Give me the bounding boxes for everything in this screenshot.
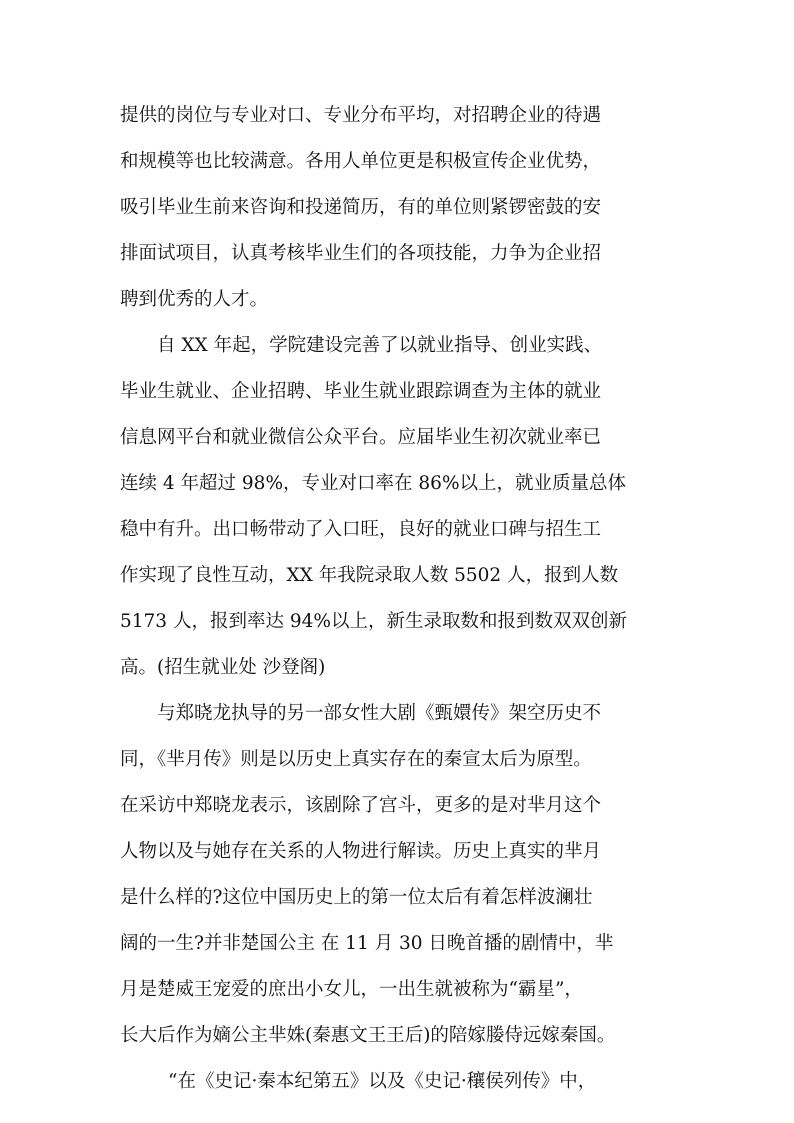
text-line: 稳中有升。出口畅带动了入口旺，良好的就业口碑与招生工 xyxy=(120,519,602,540)
text-line: 阔的一生?并非楚国公主 在 11 月 30 日晚首播的剧情中，芈 xyxy=(120,933,614,954)
text-line: 是什么样的?这位中国历史上的第一位太后有着怎样波澜壮 xyxy=(120,887,593,908)
text-line: 连续 4 年超过 98%，专业对口率在 86%以上，就业质量总体 xyxy=(120,473,627,494)
text-line: 聘到优秀的人才。 xyxy=(120,289,269,310)
text-line: 在采访中郑晓龙表示，该剧除了宫斗，更多的是对芈月这个 xyxy=(120,795,602,816)
text-line: 人物以及与她存在关系的人物进行解读。历史上真实的芈月 xyxy=(120,841,602,862)
text-line: 高。(招生就业处 沙登阁) xyxy=(120,657,326,678)
paragraph-start-line: “在《史记·秦本纪第五》以及《史记·穰侯列传》中， xyxy=(168,1071,597,1092)
text-line: 排面试项目，认真考核毕业生们的各项技能，力争为企业招 xyxy=(120,243,602,264)
paragraph-start-line: 与郑晓龙执导的另一部女性大剧《甄嬛传》架空历史不 xyxy=(157,703,602,724)
text-line: 作实现了良性互动，XX 年我院录取人数 5502 人，报到人数 xyxy=(120,565,619,586)
text-line: 提供的岗位与专业对口、专业分布平均，对招聘企业的待遇 xyxy=(120,105,602,126)
text-line: 月是楚威王宠爱的庶出小女儿，一出生就被称为“霸星”， xyxy=(120,979,583,1000)
text-line: 和规模等也比较满意。各用人单位更是积极宣传企业优势， xyxy=(120,151,602,172)
text-line: 长大后作为嫡公主芈姝(秦惠文王王后)的陪嫁媵侍远嫁秦国。 xyxy=(120,1025,616,1046)
text-line: 信息网平台和就业微信公众平台。应届毕业生初次就业率已 xyxy=(120,427,602,448)
paragraph-start-line: 自 XX 年起，学院建设完善了以就业指导、创业实践、 xyxy=(157,335,603,356)
text-line: 毕业生就业、企业招聘、毕业生就业跟踪调查为主体的就业 xyxy=(120,381,602,402)
text-line: 同，《芈月传》则是以历史上真实存在的秦宣太后为原型。 xyxy=(120,749,592,770)
text-line: 5173 人，报到率达 94%以上，新生录取数和报到数双双创新 xyxy=(120,611,627,632)
text-line: 吸引毕业生前来咨询和投递简历，有的单位则紧锣密鼓的安 xyxy=(120,197,602,218)
